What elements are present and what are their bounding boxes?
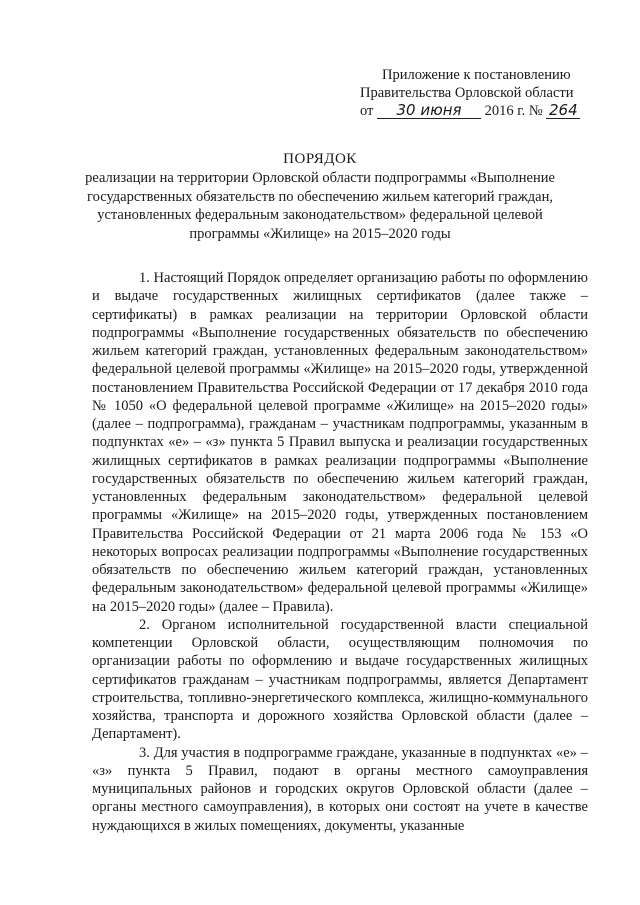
annex-header (356, 66, 616, 120)
date-prefix: от (360, 103, 374, 119)
subtitle-line: государственных обязательств по обеспечению жильем категорий граждан, (87, 188, 553, 205)
document-title: ПОРЯДОК (283, 151, 357, 167)
annex-date-line (356, 102, 616, 120)
paragraph-2: 2. Органом исполнительной государственной власти специальной компетенции Орловской области, осуществляющим полномочия по организации работы по оформлению и выдаче государственных жилищных сертификатов гражданам – участникам подпрограммы, является Департамент строительства, топливно-энергетического комплекса, жилищно-коммунального хозяйства, транспорта и дорожного хозяйства Орловской области (далее – Департамент). (92, 616, 588, 743)
subtitle-line: реализации на территории Орловской области подпрограммы «Выполнение (85, 170, 555, 187)
paragraph-3: 3. Для участия в подпрограмме граждане, указанные в подпунктах «е» – «з» пункта 5 Правил, подают в органы местного самоуправления муниципальных районов и городских округов Орловской области (далее – органы местного самоуправления), в которых они состоят на учете в качестве нуждающихся в жилых помещениях, документы, указанные (92, 744, 588, 834)
handwritten-number: 264 (546, 103, 580, 119)
year-text: 2016 г. № (484, 103, 543, 119)
handwritten-date: 30 июня (377, 103, 481, 119)
subtitle-line: установленных федеральным законодательством» федеральной целевой (97, 207, 543, 224)
document-body (92, 269, 588, 835)
annex-line-2: Правительства Орловской области (360, 85, 574, 101)
paragraph-1: 1. Настоящий Порядок определяет организацию работы по оформлению и выдаче государственных жилищных сертификатов (далее также – сертификаты) в рамках реализации на территории Орловской области подпрограммы «Выполнение государственных обязательств по обеспечению жильем категорий граждан, установленных федеральным законодательством» федеральной целевой программы «Жилище» на 2015–2020 годы, утвержденной постановлением Правительства Российской Федерации от 17 декабря 2010 года № 1050 «О федеральной целевой программе «Жилище» на 2015–2020 годы» (далее – подпрограмма), гражданам – участникам подпрограммы, указанным в подпунктах «е» – «з» пункта 5 Правил выпуска и реализации государственных жилищных сертификатов в рамках реализации подпрограммы «Выполнение государственных обязательств по обеспечению жильем категорий граждан, установленных федеральным законодательством» федеральной целевой программы «Жилище» на 2015–2020 годы, утвержденных постановлением Правительства Российской Федерации от 21 марта 2006 года № 153 «О некоторых вопросах реализации подпрограммы «Выполнение государственных обязательств по обеспечению жильем категорий граждан, установленных федеральным законодательством» федеральной целевой программы «Жилище» на 2015–2020 годы» (далее – Правила). (92, 270, 588, 615)
document-heading (80, 150, 560, 243)
annex-line-1: Приложение к постановлению (382, 67, 571, 83)
subtitle-line: программы «Жилище» на 2015–2020 годы (189, 225, 451, 242)
